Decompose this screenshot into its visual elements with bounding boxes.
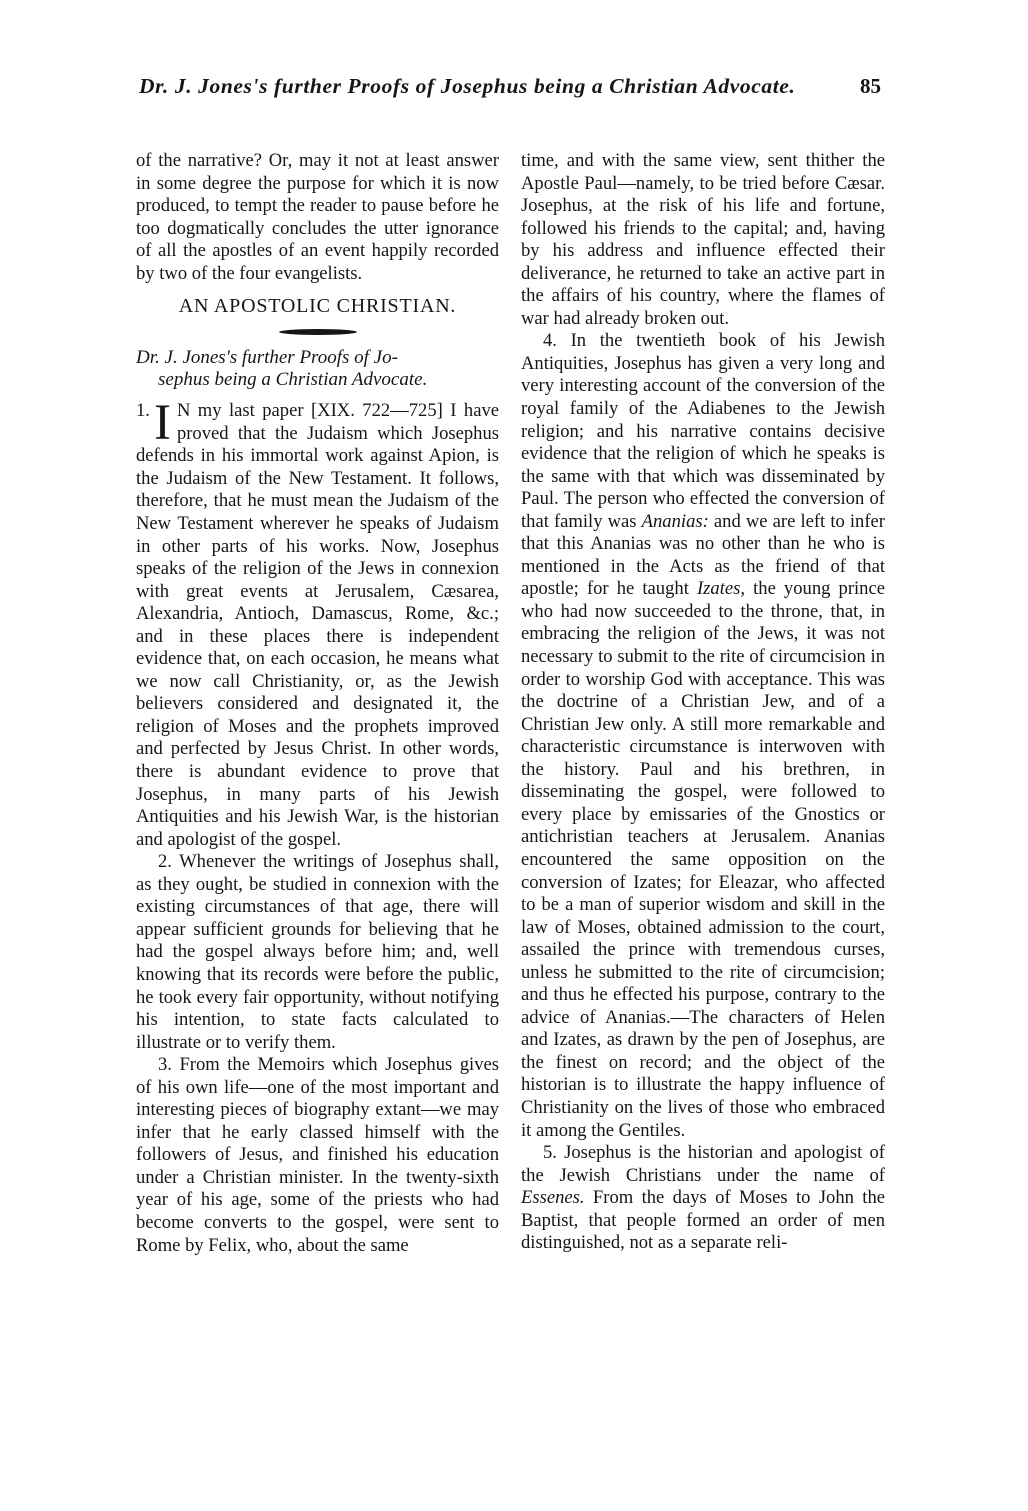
section-divider — [279, 329, 357, 335]
paragraph-4-text-b: and we are left to infer that this Ananias was no other than he who is mentioned in the Acts as the friend of that apostle; for he taught — [521, 510, 885, 600]
right-column — [521, 150, 885, 1255]
paragraph-1 — [136, 395, 499, 851]
paragraph-2: 2. Whenever the writings of Josephus shall, as they ought, be studied in connexion with the existing circumstances of that age, there will appear sufficient grounds for believing that he had the gospel always before him; and, well knowing that its records were before the public, he took every fair opportunity, without notifying his intention, to state facts calculated to illustrate or to verify them. — [136, 851, 499, 1053]
paragraph-4-text-c: the young prince who had now succeeded to the throne, that, in embracing the religion of the Jews, it was not necessary to submit to the rite of circumcision in order to worship God with acceptance. This was the doctrine of a Christian Jew, and of a Christian Jew only. A still more remarkable and characteristic circumstance is interwoven with the history. Paul and his brethren, in disseminating the gospel, were followed to every place by emissaries of the Gnostics or antichristian teachers at Jerusalem. Ananias encountered the same opposition on the conversion of Izates; for Eleazar, who affected to be a man of superior wisdom and skill in the law of Moses, obtained admission to the court, assailed the prince with tremendous curses, unless he submitted to the rite of circumcision; and thus he effected his purpose, contrary to the advice of Ananias.—The characters of Helen and Izates, as drawn by the pen of Josephus, are the finest on record; and the object of the historian is to illustrate the happy influence of Christianity on the lives of those who embraced it among the Gentiles. — [521, 578, 885, 1141]
paragraph-5-text-a: 5. Josephus is the historian and apologist of the Jewish Christians under the name of — [521, 1142, 885, 1186]
signature: AN APOSTOLIC CHRISTIAN. — [178, 295, 457, 318]
name-izates: Izates, — [696, 578, 745, 600]
paragraph-3: 3. From the Memoirs which Josephus gives of his own life—one of the most important and interesting pieces of biography extant—we may infer that he early classed himself with the followers of Jesus, and finished his education under a Christian minister. In the twenty-sixth year of his age, some of the priests who had become converts to the gospel, were sent to Rome by Felix, who, about the same — [136, 1054, 499, 1256]
page-number: 85 — [860, 74, 881, 98]
left-column — [136, 150, 499, 1257]
paragraph-4-text-a: 4. In the twentieth book of his Jewish Antiquities, Josephus has given a very long and very interesting account of the conversion of the royal family of the Adiabenes to the Jewish religion; and his narrative contains decisive evidence that the religion of which he speaks is the same with that which was disseminated by Paul. The person who effected the conversion of that family was — [521, 330, 885, 532]
paragraph-5 — [521, 1142, 885, 1255]
name-essenes: Essenes. — [521, 1187, 585, 1209]
name-ananias: Ananias: — [641, 510, 709, 532]
paragraph-1-text: N my last paper [XIX. 722—725] I have proved that the Judaism which Josephus defends in his immortal work against Apion, is the Judaism of the New Testament. It follows, therefore, that he must mean the Judaism of the New Testament wherever he speaks of Judaism in other parts of his works. Now, Josephus speaks of the religion of the Jews in connexion with great events at Jerusalem, Cæsarea, Alexandria, Antioch, Damascus, Rome, &c.; and in these places there is independent evidence that, on each occasion, he means what we now call Christianity, or, as the Jewish believers considered and designated it, the religion of Moses and the prophets improved and perfected by Jesus Christ. In other words, there is abundant evidence to prove that Josephus, in many parts of his Jewish Antiquities and his Jewish War, is the historian and apologist of the gospel. — [136, 400, 499, 850]
paragraph-1-number: 1. — [136, 400, 150, 422]
drop-cap: I — [153, 395, 171, 452]
running-title: Dr. J. Jones's further Proofs of Josephus being a Christian Advocate. — [139, 74, 796, 98]
article-title-line2: sephus being a Christian Advocate. — [158, 369, 428, 391]
paragraph-5-text-b: From the days of Moses to John the Baptist, that people formed an order of men distinguished, not as a separate reli- — [521, 1187, 885, 1254]
opening-paragraph: of the narrative? Or, may it not at least answer in some degree the purpose for which it is now produced, to tempt the reader to pause before he too dogmatically concludes the utter ignorance of all the apostles of an event happily recorded by two of the four evangelists. — [136, 150, 499, 284]
running-head — [139, 74, 881, 104]
article-title-line1: Dr. J. Jones's further Proofs of Jo- — [136, 347, 398, 369]
paragraph-4 — [521, 330, 885, 1142]
continuation-paragraph: time, and with the same view, sent thither the Apostle Paul—namely, to be tried before Cæsar. Josephus, at the risk of his life and fortune, followed his friends to the capital; and, having by his address and influence effected their deliverance, he returned to take an active part in the affairs of his country, where the flames of war had already broken out. — [521, 150, 885, 329]
article-title — [136, 347, 499, 391]
